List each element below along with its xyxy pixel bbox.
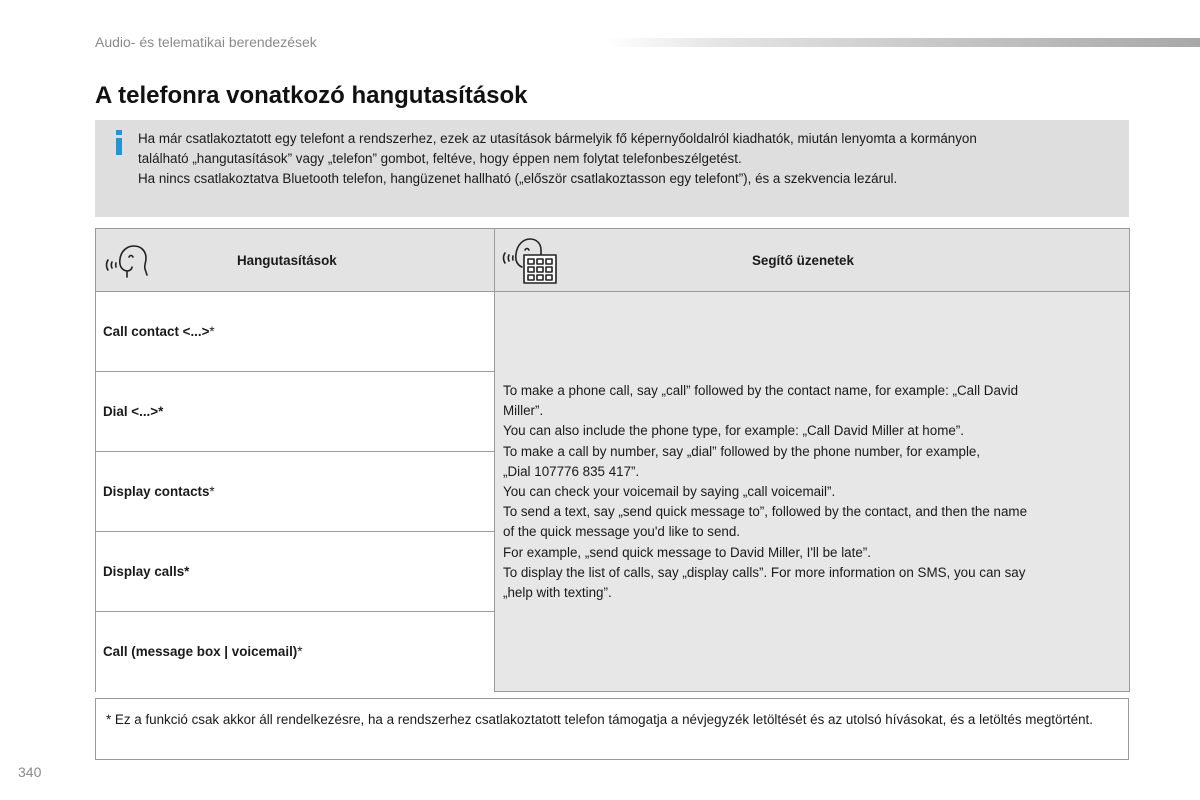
- help-line: To display the list of calls, say „display calls”. For more information on SMS, you can say: [503, 564, 1026, 580]
- help-line: Miller”.: [503, 403, 544, 419]
- help-line: You can check your voicemail by saying „call voicemail”.: [503, 484, 836, 500]
- info-box: [95, 120, 1129, 217]
- header-help-label: Segítő üzenetek: [752, 253, 854, 268]
- info-line: Ha már csatlakoztatott egy telefont a rendszerhez, ezek az utasítások bármelyik fő képernyőoldalról kiadhatók, miután lenyomta a kormányon: [138, 131, 977, 146]
- table-row: [96, 452, 495, 532]
- table-header-commands: [96, 229, 495, 292]
- help-line: To send a text, say „send quick message to”, followed by the contact, and then the name: [503, 504, 1028, 520]
- help-line: You can also include the phone type, for example: „Call David Miller at home”.: [503, 423, 964, 439]
- help-text: [503, 381, 1123, 603]
- footnote-box: [95, 698, 1129, 760]
- table-header-help: [495, 229, 1129, 292]
- help-line: To make a phone call, say „call” followed by the contact name, for example: „Call David: [503, 383, 1019, 398]
- voice-keypad-icon: [502, 235, 560, 292]
- page-title: A telefonra vonatkozó hangutasítások: [95, 82, 528, 109]
- info-text: [138, 129, 1123, 189]
- help-line: To make a call by number, say „dial” followed by the phone number, for example,: [503, 443, 981, 459]
- command-text: Dial <...>*: [103, 404, 164, 419]
- info-line: Ha nincs csatlakoztatva Bluetooth telefon, hangüzenet hallható („először csatlakoztasson egy telefont”), és a szekvencia lezárul.: [138, 171, 898, 186]
- info-line: található „hangutasítások” vagy „telefon” gombot, feltéve, hogy éppen nem folytat telefonbeszélgetést.: [138, 151, 742, 166]
- voice-command-icon: [105, 241, 149, 286]
- help-line: of the quick message you'd like to send.: [503, 524, 741, 540]
- command-text: Call contact <...>*: [103, 324, 215, 339]
- header-commands-label: Hangutasítások: [237, 253, 337, 268]
- info-icon: [114, 130, 124, 156]
- header-gradient-bar: [605, 38, 1200, 47]
- table-row: [96, 292, 495, 372]
- running-header: Audio- és telematikai berendezések: [95, 34, 317, 50]
- table-row: [96, 612, 495, 692]
- help-line: For example, „send quick message to David Miller, I'll be late”.: [503, 544, 871, 560]
- voice-commands-table: [95, 228, 1130, 692]
- footnote-text: * Ez a funkció csak akkor áll rendelkezésre, ha a rendszerhez csatlakoztatott telefon támogatja a névjegyzék letöltését és az utolsó hívásokat, és a letöltés megtörtént.: [106, 712, 1093, 727]
- help-line: „Dial 107776 835 417”.: [503, 463, 640, 479]
- table-row: [96, 532, 495, 612]
- command-text: Call (message box | voicemail)*: [103, 644, 303, 659]
- help-line: „help with texting”.: [503, 585, 612, 601]
- command-text: Display contacts*: [103, 484, 215, 499]
- help-messages-cell: [495, 292, 1129, 691]
- page-number: 340: [18, 764, 42, 780]
- table-row: [96, 372, 495, 452]
- command-text: Display calls*: [103, 564, 190, 579]
